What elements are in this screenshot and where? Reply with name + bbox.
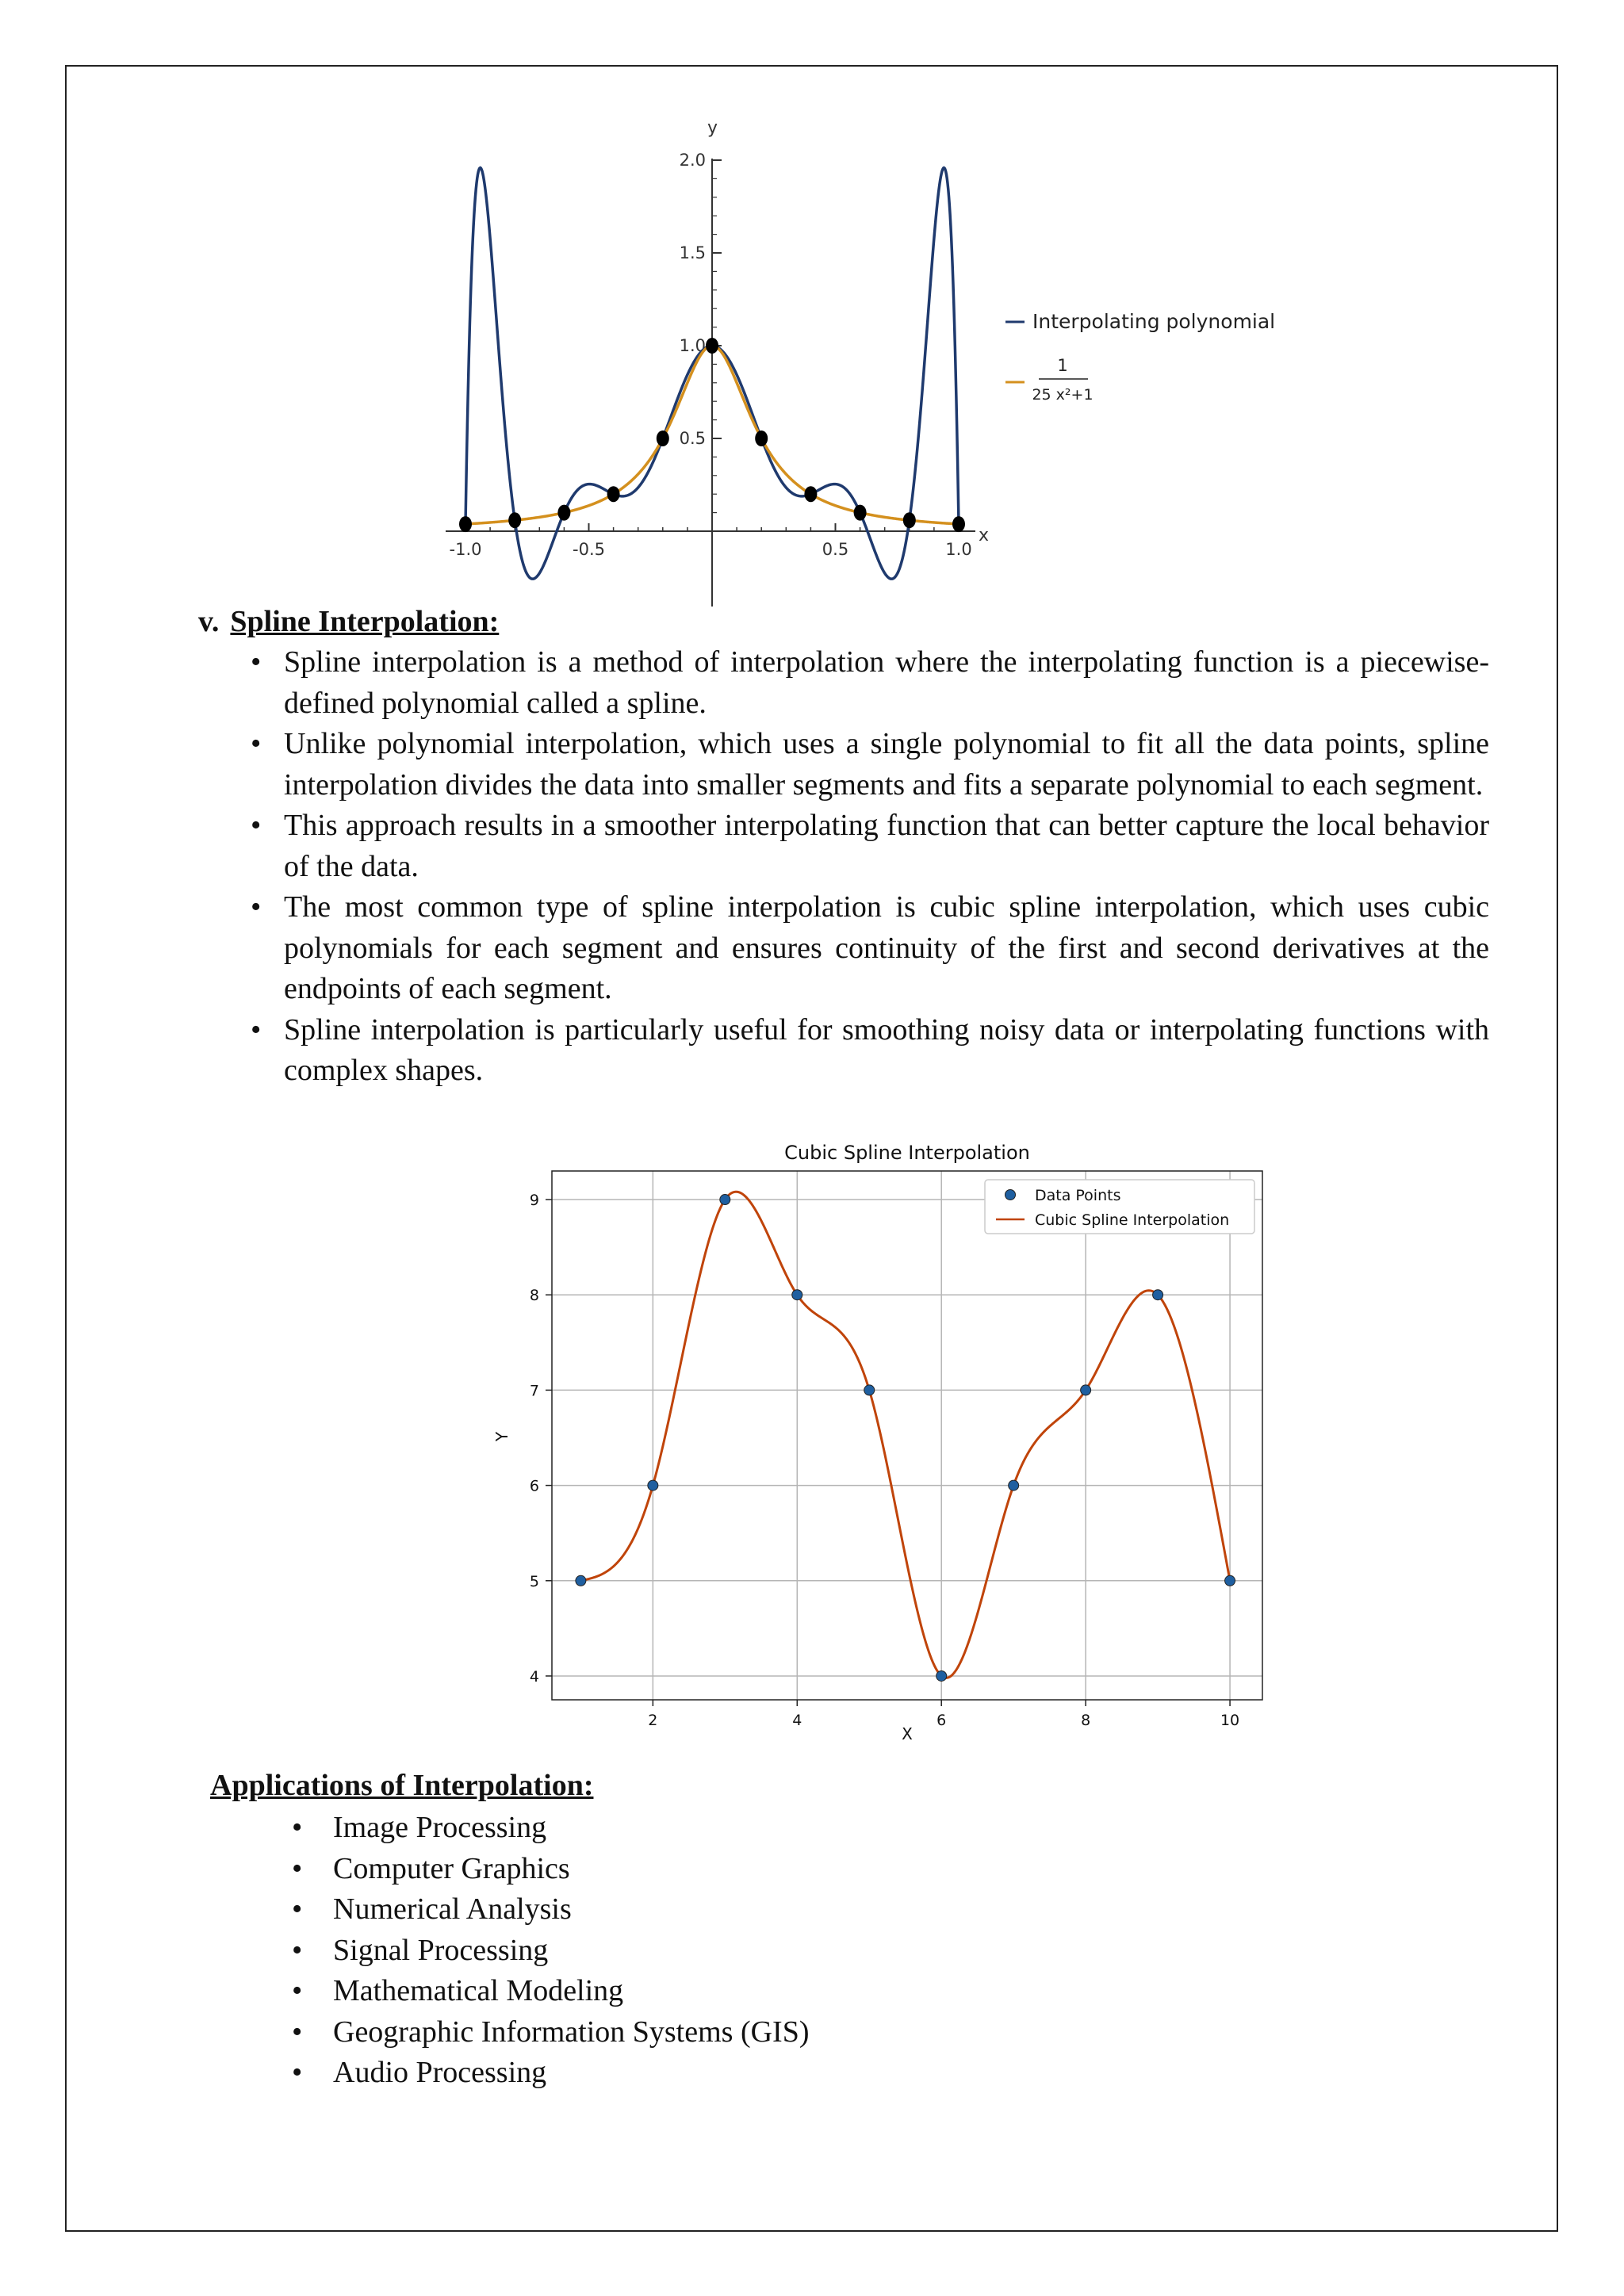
node-point [657, 430, 669, 446]
application-item: • Geographic Information Systems (GIS) [292, 2012, 810, 2053]
data-point [1153, 1290, 1163, 1300]
node-point [607, 486, 620, 502]
node-point [459, 516, 472, 532]
node-point [706, 338, 718, 354]
y-tick-label: 8 [529, 1287, 539, 1305]
node-point [804, 486, 817, 502]
bullet-item: • Spline interpolation is a method of interpolation where the interpolating function is a piecewise-defined polynomial called a spline. [246, 642, 1489, 724]
bullet-item: • This approach results in a smoother interpolating function that can better capture the local behavior of the data. [246, 806, 1489, 887]
legend-label-data-points: Data Points [1035, 1187, 1121, 1204]
legend-marker-data-points [1005, 1190, 1016, 1200]
x-tick-label: 0.5 [822, 540, 849, 559]
runge-y-label: y [707, 118, 718, 138]
node-point [903, 512, 916, 528]
application-item: • Image Processing [292, 1808, 810, 1849]
section-title: Spline Interpolation: [230, 605, 500, 638]
application-item: • Mathematical Modeling [292, 1971, 810, 2012]
x-tick-label: 1.0 [945, 540, 972, 559]
spline-legend [985, 1180, 1254, 1234]
bullet-item: • Spline interpolation is particularly useful for smoothing noisy data or interpolating functions with complex shapes. [246, 1010, 1489, 1092]
application-item: • Audio Processing [292, 2053, 810, 2094]
data-point [576, 1575, 586, 1586]
x-tick-label: 8 [1081, 1712, 1091, 1729]
x-tick-label: 4 [792, 1712, 802, 1729]
data-point [1225, 1575, 1235, 1586]
runge-x-label: x [979, 526, 990, 545]
x-tick-label: -1.0 [449, 540, 482, 559]
legend-fraction-denominator: 25 x²+1 [1032, 386, 1094, 404]
legend-label-spline: Cubic Spline Interpolation [1035, 1211, 1230, 1229]
applications-heading: Applications of Interpolation: [210, 1769, 594, 1802]
data-point [864, 1385, 875, 1395]
data-point [792, 1290, 802, 1300]
y-tick-label: 1.5 [679, 243, 706, 262]
x-tick-label: 6 [936, 1712, 947, 1729]
spline-plot-frame [552, 1171, 1262, 1700]
x-tick-label: 2 [648, 1712, 658, 1729]
data-point [648, 1480, 658, 1490]
y-tick-label: 5 [529, 1572, 539, 1590]
y-tick-label: 1.0 [679, 336, 706, 355]
x-tick-label: -0.5 [573, 540, 605, 559]
x-tick-label: 10 [1220, 1712, 1240, 1729]
node-point [508, 512, 521, 528]
node-point [952, 516, 965, 532]
bullet-item: • Unlike polynomial interpolation, which uses a single polynomial to fit all the data points, spline interpolation divides the data into smaller segments and fits a separate polynomial to each segment. [246, 724, 1489, 806]
legend-label-polynomial: Interpolating polynomial [1032, 310, 1276, 333]
bullet-item: • The most common type of spline interpolation is cubic spline interpolation, which uses cubic polynomials for each segment and ensures continuity of the first and second derivatives at the endpoints of each segment. [246, 887, 1489, 1010]
y-tick-label: 0.5 [679, 429, 706, 448]
applications-list [292, 1808, 810, 2094]
application-item: • Signal Processing [292, 1931, 810, 1972]
runge-legend [1005, 310, 1275, 404]
y-tick-label: 7 [529, 1382, 539, 1400]
spline-y-label: Y [492, 1431, 511, 1442]
spline-chart-title: Cubic Spline Interpolation [784, 1142, 1030, 1164]
data-point [720, 1195, 730, 1205]
data-point [1081, 1385, 1091, 1395]
data-point [1009, 1480, 1019, 1490]
node-point [755, 430, 768, 446]
y-tick-label: 2.0 [679, 151, 706, 170]
runge-chart [436, 111, 1277, 618]
application-item: • Computer Graphics [292, 1849, 810, 1890]
y-tick-label: 9 [529, 1192, 539, 1210]
y-tick-label: 6 [529, 1477, 539, 1495]
application-item: • Numerical Analysis [292, 1889, 810, 1931]
section-heading [198, 604, 499, 639]
node-point [854, 505, 867, 521]
legend-fraction-numerator: 1 [1057, 356, 1068, 375]
section-number: v. [198, 605, 220, 638]
y-tick-label: 4 [529, 1667, 539, 1686]
data-point [936, 1670, 947, 1681]
spline-x-label: X [902, 1724, 913, 1743]
node-point [557, 505, 570, 521]
spline-bullet-list [246, 642, 1489, 1092]
cubic-spline-chart [476, 1135, 1285, 1762]
cubic-spline-line [580, 1192, 1230, 1678]
